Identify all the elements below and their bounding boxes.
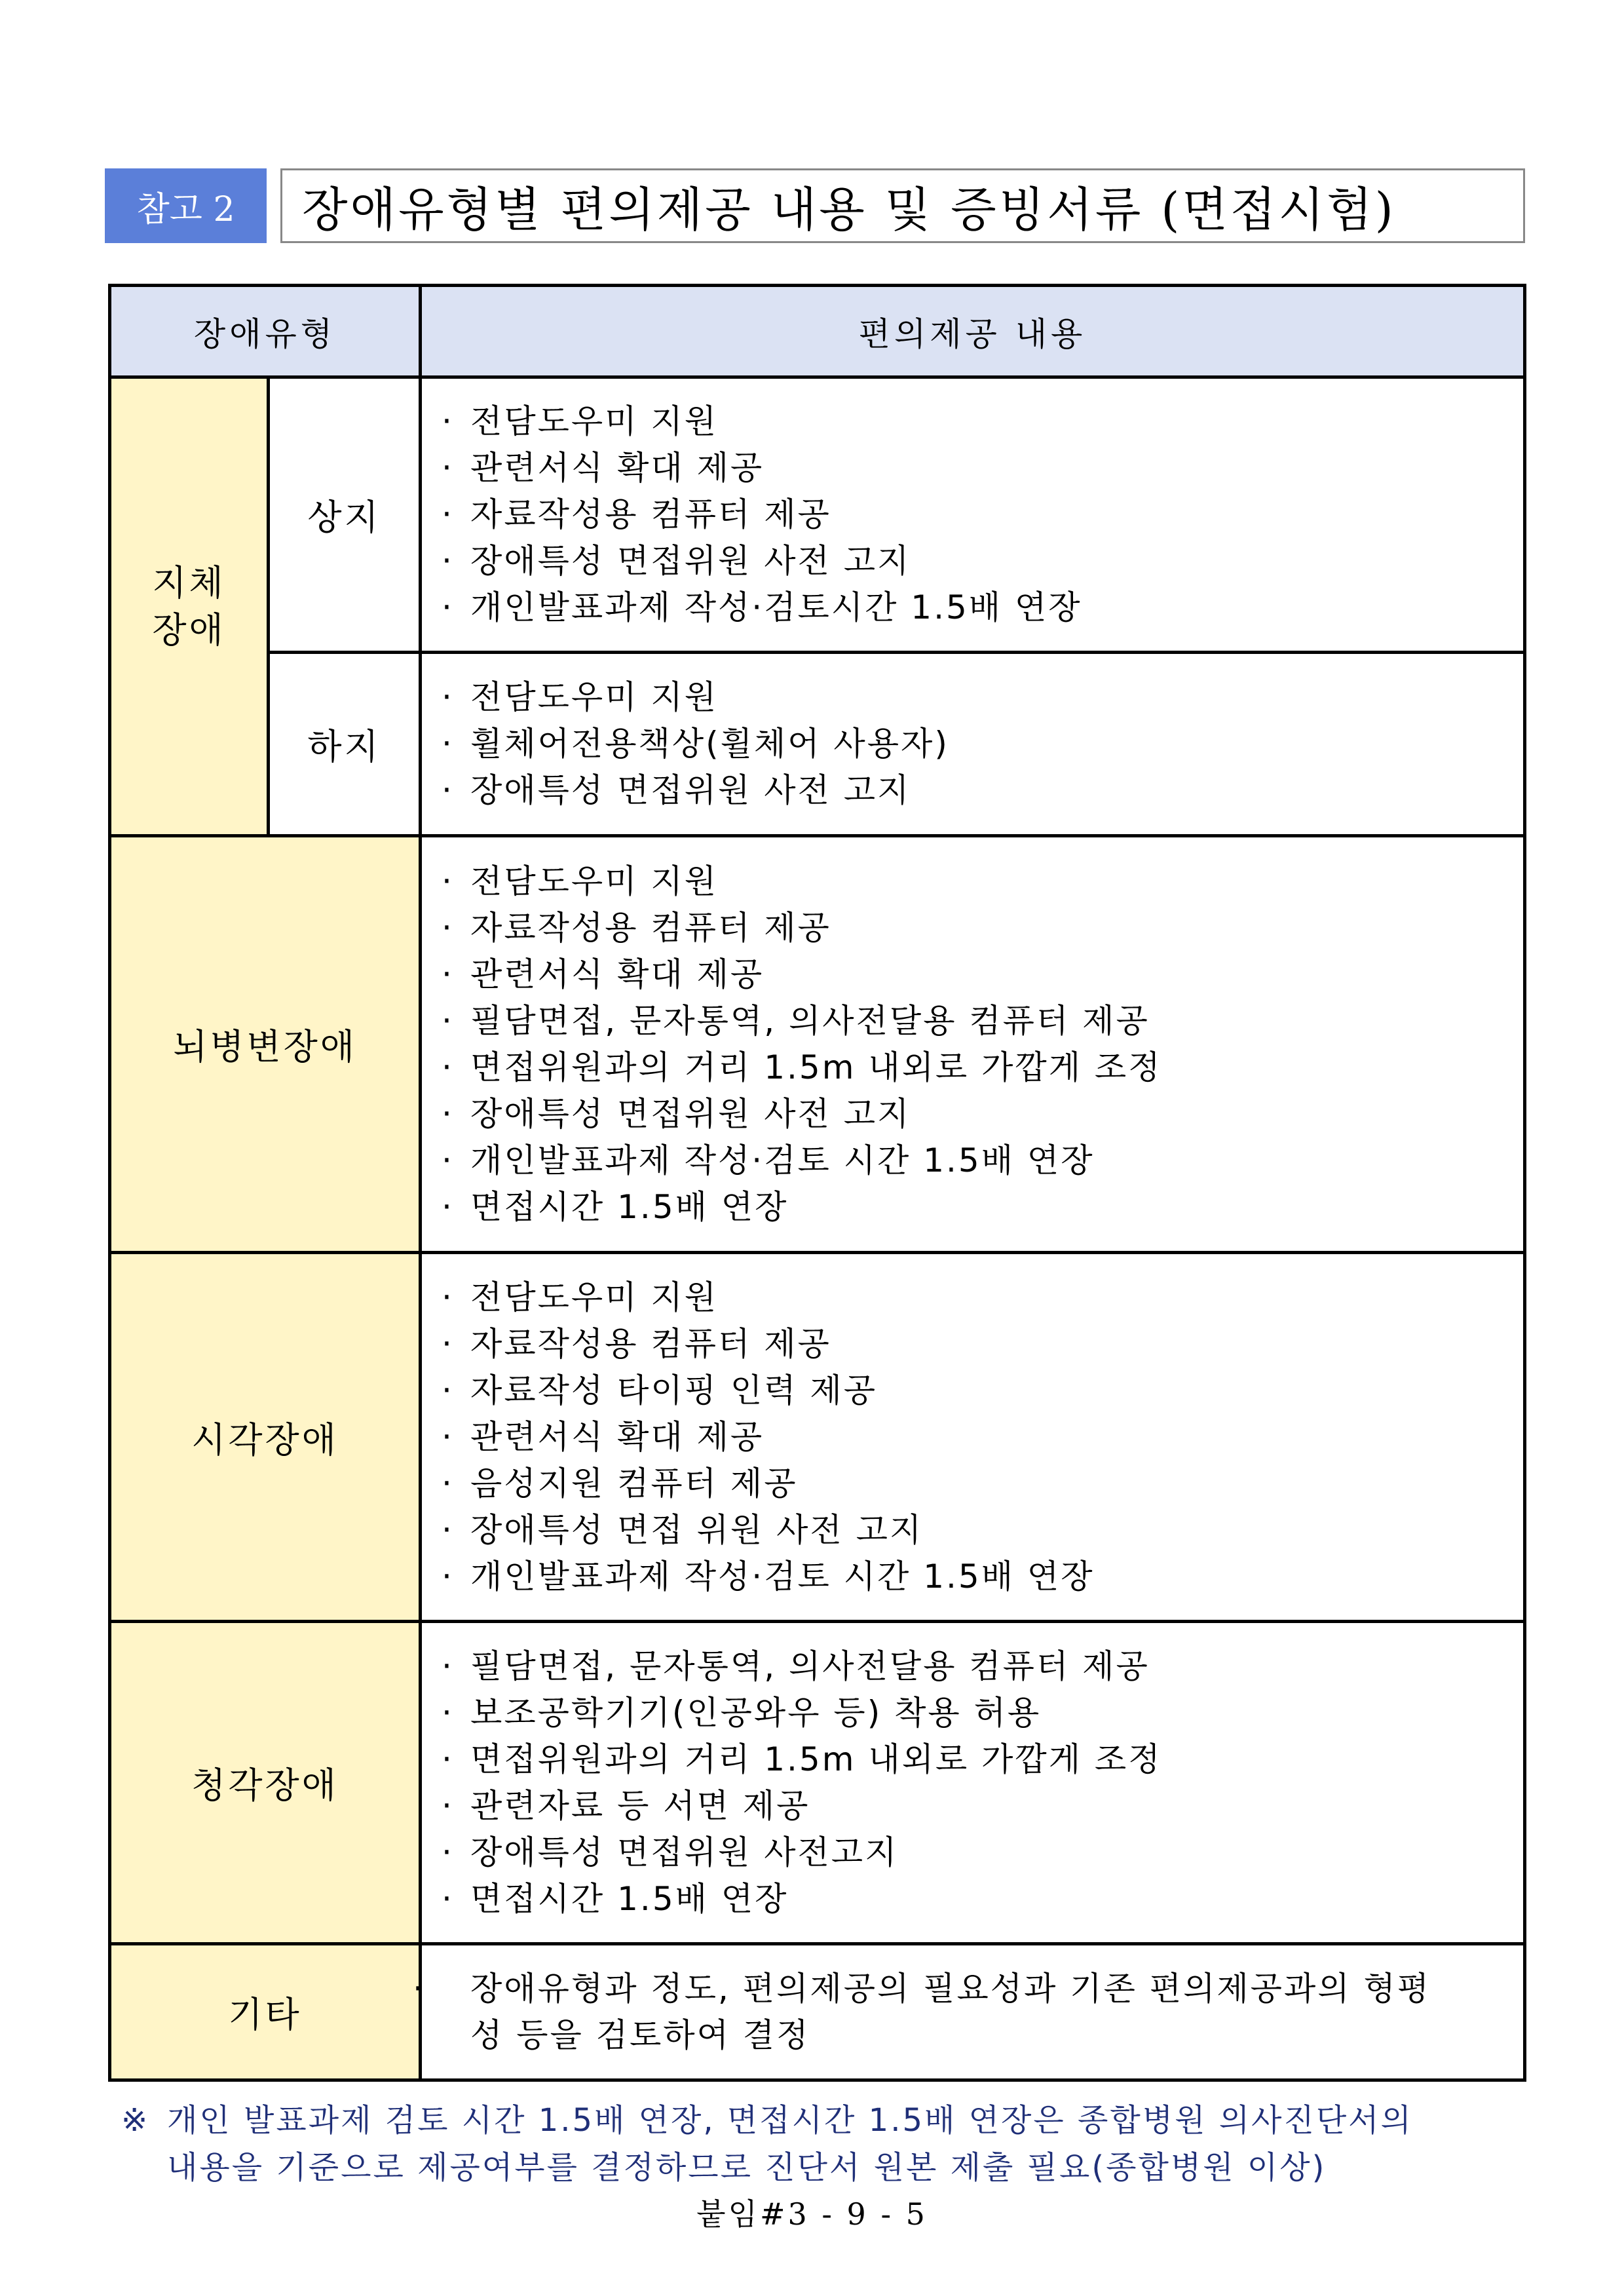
list-item: · 관련서식 확대 제공: [442, 449, 765, 487]
list-item: · 개인발표과제 작성·검토시간 1.5배 연장: [442, 588, 1082, 626]
reference-badge: 참고 2: [105, 168, 267, 243]
list-item: · 보조공학기기(인공와우 등) 착용 허용: [442, 1693, 1042, 1732]
content-cell: [421, 1622, 1525, 1944]
list-item: · 장애특성 면접위원 사전 고지: [442, 542, 911, 580]
page-number: 붙임#3 - 9 - 5: [696, 2196, 928, 2232]
list-item: · 장애특성 면접위원 사전고지: [442, 1833, 899, 1871]
item-list: [442, 398, 1523, 631]
category-hearing: 청각장애: [110, 1622, 421, 1944]
column-header-content: 편의제공 내용: [421, 286, 1525, 377]
item-list: [442, 1274, 1523, 1600]
list-item: · 전담도우미 지원: [442, 678, 719, 716]
table-row: [110, 377, 1525, 653]
list-item: · 전담도우미 지원: [442, 1278, 719, 1316]
content-cell: [421, 377, 1525, 653]
list-item: · 관련자료 등 서면 제공: [442, 1786, 810, 1825]
item-list: [442, 858, 1523, 1231]
reference-mark: ※: [121, 2102, 150, 2139]
list-item: · 필담면접, 문자통역, 의사전달용 컴퓨터 제공: [442, 1647, 1150, 1685]
content-cell: [421, 653, 1525, 836]
subcategory-lower-limb: 하지: [269, 653, 421, 836]
list-item: · 자료작성용 컴퓨터 제공: [442, 1324, 831, 1363]
footnote: [121, 2097, 1530, 2191]
list-item: · 전담도우미 지원: [442, 402, 719, 440]
list-item: · 면접위원과의 거리 1.5m 내외로 가깝게 조정: [442, 1048, 1162, 1086]
table-row: [110, 653, 1525, 836]
footnote-line-2: 내용을 기준으로 제공여부를 결정하므로 진단서 원본 제출 필요(종합병원 이상): [167, 2149, 1327, 2186]
table-row: [110, 1944, 1525, 2080]
content-cell: [421, 1253, 1525, 1622]
list-item: · 자료작성 타이핑 인력 제공: [442, 1371, 877, 1409]
category-visual: 시각장애: [110, 1253, 421, 1622]
list-item: · 관련서식 확대 제공: [442, 955, 765, 993]
list-item: · 면접시간 1.5배 연장: [442, 1879, 789, 1918]
list-item: · 자료작성용 컴퓨터 제공: [442, 908, 831, 947]
footnote-line-1: ※ 개인 발표과제 검토 시간 1.5배 연장, 면접시간 1.5배 연장은 종합병원 의사진단서의: [121, 2097, 1530, 2144]
list-item: · 면접위원과의 거리 1.5m 내외로 가깝게 조정: [442, 1740, 1162, 1778]
page-title: 장애유형별 편의제공 내용 및 증빙서류 (면접시험): [280, 168, 1525, 243]
list-item: · 음성지원 컴퓨터 제공: [442, 1464, 798, 1502]
list-item: · 장애특성 면접위원 사전 고지: [442, 1094, 911, 1133]
category-other: 기타: [110, 1944, 421, 2080]
list-item: · 장애특성 면접위원 사전 고지: [442, 771, 911, 809]
list-item: · 휠체어전용책상(휠체어 사용자): [442, 725, 949, 763]
table-row: [110, 1253, 1525, 1622]
list-item: · 필담면접, 문자통역, 의사전달용 컴퓨터 제공: [442, 1001, 1150, 1040]
category-brain-lesion: 뇌병변장애: [110, 836, 421, 1253]
item-list: [442, 674, 1523, 814]
list-item: · 장애유형과 정도, 편의제공의 필요성과 기존 편의제공과의 형평성 등을 검토하여 결정: [413, 1969, 1431, 2054]
table-row: [110, 1622, 1525, 1944]
table-row: [110, 836, 1525, 1253]
list-item: · 관련서식 확대 제공: [442, 1417, 765, 1456]
content-cell: [413, 1944, 1525, 2080]
table-header-row: [110, 286, 1525, 377]
list-item: · 전담도우미 지원: [442, 862, 719, 900]
category-physical: [110, 377, 269, 836]
item-list: [442, 1643, 1523, 1923]
item-list: [413, 1966, 1445, 2059]
list-item: · 자료작성용 컴퓨터 제공: [442, 495, 831, 533]
category-label: 지체: [152, 562, 226, 603]
column-header-type: 장애유형: [110, 286, 421, 377]
list-item: · 개인발표과제 작성·검토 시간 1.5배 연장: [442, 1141, 1095, 1179]
list-item: · 개인발표과제 작성·검토 시간 1.5배 연장: [442, 1557, 1095, 1596]
accommodation-table: [108, 284, 1526, 2082]
title-row: [105, 168, 1525, 243]
category-label: 장애: [152, 609, 226, 651]
subcategory-upper-limb: 상지: [269, 377, 421, 653]
content-cell: [421, 836, 1525, 1253]
list-item: · 장애특성 면접 위원 사전 고지: [442, 1510, 924, 1549]
list-item: · 면접시간 1.5배 연장: [442, 1187, 789, 1226]
